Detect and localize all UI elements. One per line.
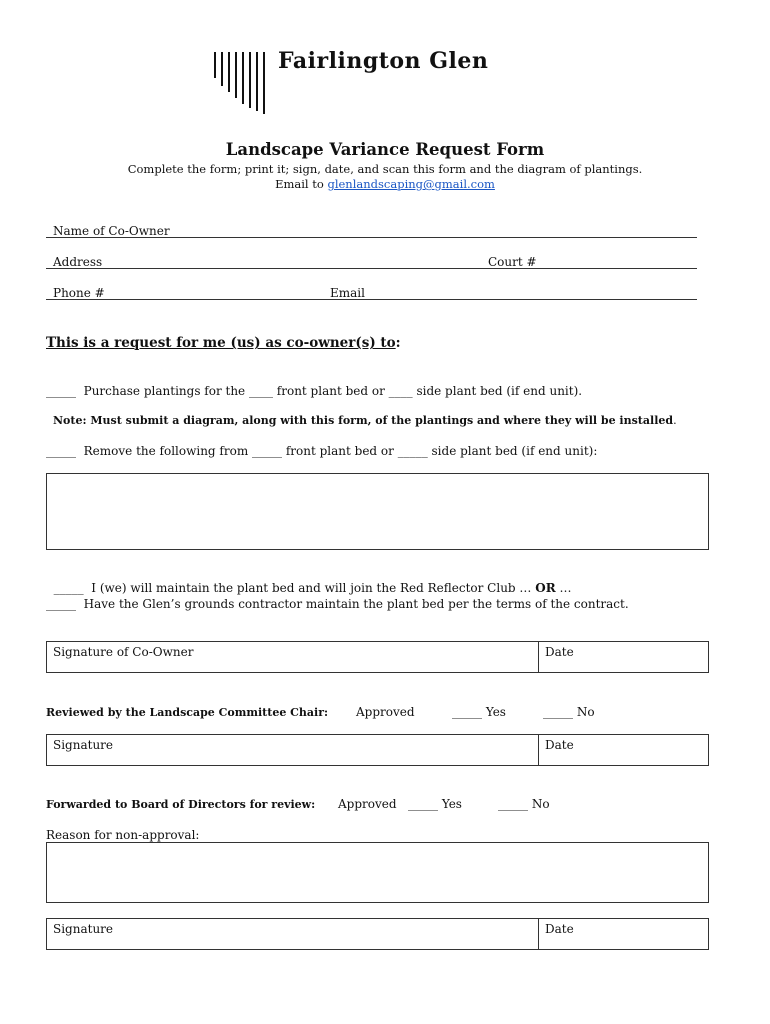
court-field-line[interactable] xyxy=(480,268,697,269)
email-label: Email xyxy=(330,286,365,300)
diagram-note xyxy=(53,414,677,428)
owner-date-label: Date xyxy=(545,645,574,659)
board-approved-label: Approved xyxy=(338,797,397,811)
phone-email-field-line[interactable] xyxy=(46,299,697,300)
board-signature-divider xyxy=(538,919,539,949)
board-signature-box[interactable] xyxy=(46,918,709,950)
owner-signature-box[interactable] xyxy=(46,641,709,673)
email-line xyxy=(0,177,770,191)
board-yes[interactable]: _____ Yes xyxy=(408,797,462,811)
name-of-co-owner-label: Name of Co-Owner xyxy=(53,224,170,238)
option-maintain-text: _____ I (we) will maintain the plant bed and will join the Red Reflector Club … xyxy=(53,581,532,595)
option-or-suffix: … xyxy=(559,581,572,595)
committee-no[interactable]: _____ No xyxy=(543,705,595,719)
owner-signature-divider xyxy=(538,642,539,672)
request-heading-suffix: : xyxy=(395,335,401,351)
remove-items-box[interactable] xyxy=(46,473,709,550)
option-remove: _____ Remove the following from _____ front plant bed or _____ side plant bed (if end unit): xyxy=(46,444,598,458)
committee-signature-box[interactable] xyxy=(46,734,709,766)
email-prefix: Email to xyxy=(275,177,328,191)
option-maintain xyxy=(46,567,572,595)
option-or: OR xyxy=(535,581,556,595)
logo-text: Fairlington Glen xyxy=(278,48,489,74)
option-contractor: _____ Have the Glen’s grounds contractor maintain the plant bed per the terms of the contract. xyxy=(46,597,629,611)
board-review-label: Forwarded to Board of Directors for review: xyxy=(46,798,316,811)
owner-signature-label: Signature of Co-Owner xyxy=(53,645,194,659)
court-label: Court # xyxy=(488,255,537,269)
address-label: Address xyxy=(53,255,103,269)
board-date-label: Date xyxy=(545,922,574,936)
email-link[interactable]: glenlandscaping@gmail.com xyxy=(327,177,495,191)
name-field-line[interactable] xyxy=(46,237,697,238)
board-signature-label: Signature xyxy=(53,922,114,936)
committee-approved-label: Approved xyxy=(356,705,415,719)
phone-label: Phone # xyxy=(53,286,105,300)
reason-box[interactable] xyxy=(46,842,709,903)
page-title: Landscape Variance Request Form xyxy=(225,140,545,159)
address-field-line[interactable] xyxy=(46,268,480,269)
reason-label: Reason for non-approval: xyxy=(46,828,200,842)
request-heading-text: This is a request for me (us) as co-owner(s) to xyxy=(46,335,396,351)
logo xyxy=(212,50,552,116)
committee-review-label: Reviewed by the Landscape Committee Chair: xyxy=(46,706,329,719)
diagram-note-suffix: . xyxy=(673,414,677,427)
board-no[interactable]: _____ No xyxy=(498,797,550,811)
diagram-note-text: Note: Must submit a diagram, along with this form, of the plantings and where they will be installed xyxy=(53,414,674,427)
committee-yes[interactable]: _____ Yes xyxy=(452,705,506,719)
instructions-text: Complete the form; print it; sign, date, and scan this form and the diagram of plantings. xyxy=(127,162,643,176)
committee-date-label: Date xyxy=(545,738,574,752)
committee-signature-divider xyxy=(538,735,539,765)
logo-bars-icon xyxy=(212,50,272,116)
committee-signature-label: Signature xyxy=(53,738,114,752)
option-purchase: _____ Purchase plantings for the ____ front plant bed or ____ side plant bed (if end unit). xyxy=(46,384,583,398)
board-review-line xyxy=(46,797,315,812)
committee-review-line xyxy=(46,705,328,720)
request-heading xyxy=(46,335,401,351)
